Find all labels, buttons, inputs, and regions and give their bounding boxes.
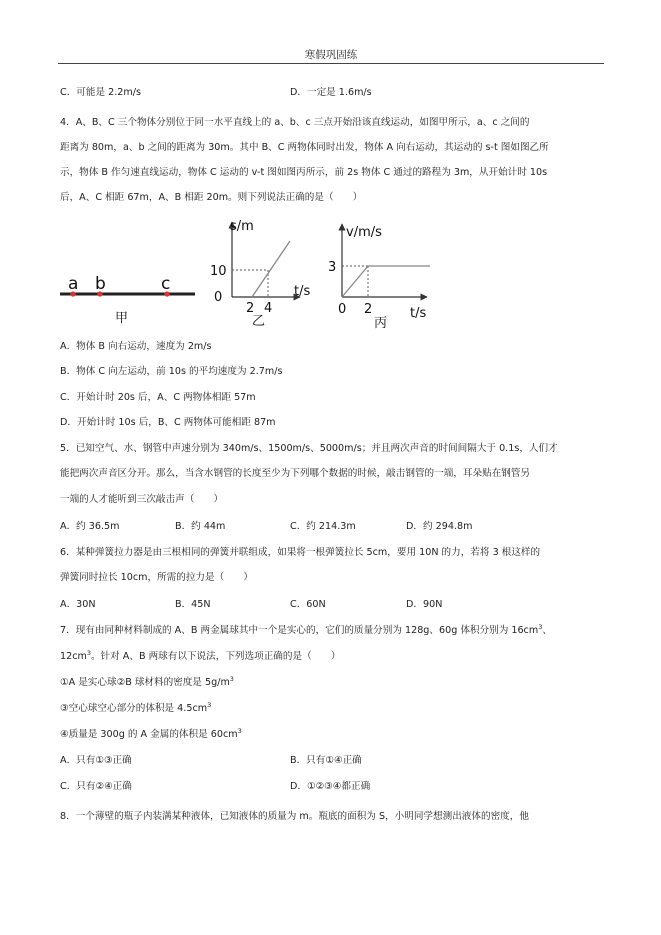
q7-statement-3 bbox=[60, 728, 242, 742]
q6-option-c: C．60N bbox=[290, 599, 326, 610]
figure-yi bbox=[210, 219, 310, 329]
figure-jia bbox=[60, 274, 195, 326]
yi-xlabel: t/s bbox=[294, 284, 311, 299]
q7-statement-1 bbox=[60, 676, 234, 690]
q7-line-2-a: 12cm bbox=[60, 651, 87, 662]
label-c: c bbox=[161, 274, 171, 294]
q7-option-a: A．只有①③正确 bbox=[60, 755, 132, 766]
bing-origin: 0 bbox=[338, 302, 347, 317]
q4-line-3: 示，物体 B 作匀速直线运动，物体 C 运动的 v-t 图如图丙所示，前 2s 物体 C 通过的路程为 3m，从开始计时 10s bbox=[60, 167, 548, 178]
q7-line-2-sup: 3 bbox=[86, 649, 91, 657]
q8-line-1: 8．一个薄壁的瓶子内装满某种液体，已知液体的质量为 m。瓶底的面积为 S，小明同学想测出液体的密度，他 bbox=[60, 811, 529, 822]
q3-option-d: D．一定是 1.6m/s bbox=[290, 87, 372, 98]
q4-option-c: C．开始计时 20s 后，A、C 两物体相距 57m bbox=[60, 392, 256, 403]
q7-line-2-b: 。针对 A、B 两球有以下说法，下列选项正确的是（ ） bbox=[90, 651, 341, 662]
q7-line-2 bbox=[60, 650, 340, 664]
q7-line-1-text: 7．现有由同种材料制成的 A、B 两金属球其中一个是实心的，它们的质量分别为 128g、60g 体积分别为 16cm bbox=[60, 625, 539, 636]
bing-xlabel: t/s bbox=[410, 306, 427, 321]
q5-line-2: 能把两次声音区分开。那么，当含水钢管的长度至少为下列哪个数据的时候，敲击钢管的一端，耳朵贴在钢管另 bbox=[60, 468, 531, 479]
yi-origin: 0 bbox=[214, 290, 223, 305]
yi-x-tick-2: 2 bbox=[246, 301, 255, 316]
q7-s1-sup: 3 bbox=[229, 675, 234, 683]
bing-ramp bbox=[342, 266, 368, 297]
page-header: 寒假巩固练 bbox=[304, 49, 358, 61]
figure-group bbox=[0, 0, 661, 340]
q6-option-a: A．30N bbox=[60, 599, 96, 610]
bing-ylabel: v/m/s bbox=[346, 225, 382, 240]
q4-option-b: B．物体 C 向左运动，前 10s 的平均速度为 2.7m/s bbox=[60, 366, 283, 377]
yi-graph-line bbox=[252, 241, 290, 297]
bing-x-tick-2: 2 bbox=[364, 302, 373, 317]
yi-y-tick: 10 bbox=[210, 264, 227, 279]
q5-line-3: 一端的人才能听到三次敲击声（ ） bbox=[60, 494, 224, 505]
q4-option-d: D．开始计时 10s 后，B、C 两物体可能相距 87m bbox=[60, 417, 276, 428]
q7-s2-sup: 3 bbox=[207, 701, 212, 709]
q5-option-b: B．约 44m bbox=[175, 521, 226, 532]
q6-line-1: 6．某种弹簧拉力器是由三根相同的弹簧并联组成，如果将一根弹簧拉长 5cm，要用 10N 的力，若将 3 根这样的 bbox=[60, 547, 541, 558]
yi-ylabel: s/m bbox=[230, 219, 254, 234]
q5-option-a: A．约 36.5m bbox=[60, 521, 120, 532]
q7-s3-text: ④质量是 300g 的 A 金属的体积是 60cm bbox=[60, 729, 238, 740]
q7-option-c: C．只有②④正确 bbox=[60, 781, 132, 792]
caption-bing: 丙 bbox=[374, 316, 388, 331]
q4-line-2: 距离为 80m，a、b 之间的距离为 30m。其中 B、C 两物体同时出发，物体 A 向右运动，其运动的 s-t 图如图乙所 bbox=[60, 142, 549, 153]
q7-option-b: B．只有①④正确 bbox=[290, 755, 362, 766]
q6-option-b: B．45N bbox=[175, 599, 211, 610]
q6-line-2: 弹簧同时拉长 10cm，所需的拉力是（ ） bbox=[60, 572, 253, 583]
q7-s2-text: ③空心球空心部分的体积是 4.5cm bbox=[60, 703, 208, 714]
q7-line-1 bbox=[60, 624, 552, 638]
q5-option-c: C．约 214.3m bbox=[290, 521, 356, 532]
q4-option-a: A．物体 B 向右运动，速度为 2m/s bbox=[60, 341, 212, 352]
q7-option-d: D．①②③④都正确 bbox=[290, 781, 371, 792]
q6-option-d: D．90N bbox=[406, 599, 443, 610]
q7-line-1-tail: 、 bbox=[542, 625, 552, 636]
q5-option-d: D．约 294.8m bbox=[406, 521, 473, 532]
caption-yi: 乙 bbox=[252, 314, 266, 329]
label-a: a bbox=[68, 274, 79, 294]
bing-y-tick: 3 bbox=[328, 260, 337, 275]
q7-s3-sup: 3 bbox=[237, 727, 242, 735]
label-b: b bbox=[95, 274, 106, 294]
q7-statement-2 bbox=[60, 702, 211, 716]
q5-line-1: 5．已知空气、水、钢管中声速分别为 340m/s、1500m/s、5000m/s；并且两次声音的时间间隔大于 0.1s，人们才 bbox=[60, 443, 558, 454]
yi-x-tick-4: 4 bbox=[264, 301, 273, 316]
caption-jia: 甲 bbox=[115, 311, 129, 326]
q4-line-1: 4．A、B、C 三个物体分别位于同一水平直线上的 a、b、c 三点开始沿该直线运动，如图甲所示，a、c 之间的 bbox=[60, 117, 530, 128]
q7-s1-text: ①A 是实心球②B 球材料的密度是 5g/m bbox=[60, 677, 230, 688]
q3-option-c: C．可能是 2.2m/s bbox=[60, 87, 141, 98]
q4-line-4: 后，A、C 相距 67m，A、B 相距 20m。则下列说法正确的是（ ） bbox=[60, 192, 363, 203]
q7-line-1-sup: 3 bbox=[538, 623, 543, 631]
figure-bing bbox=[328, 224, 430, 331]
